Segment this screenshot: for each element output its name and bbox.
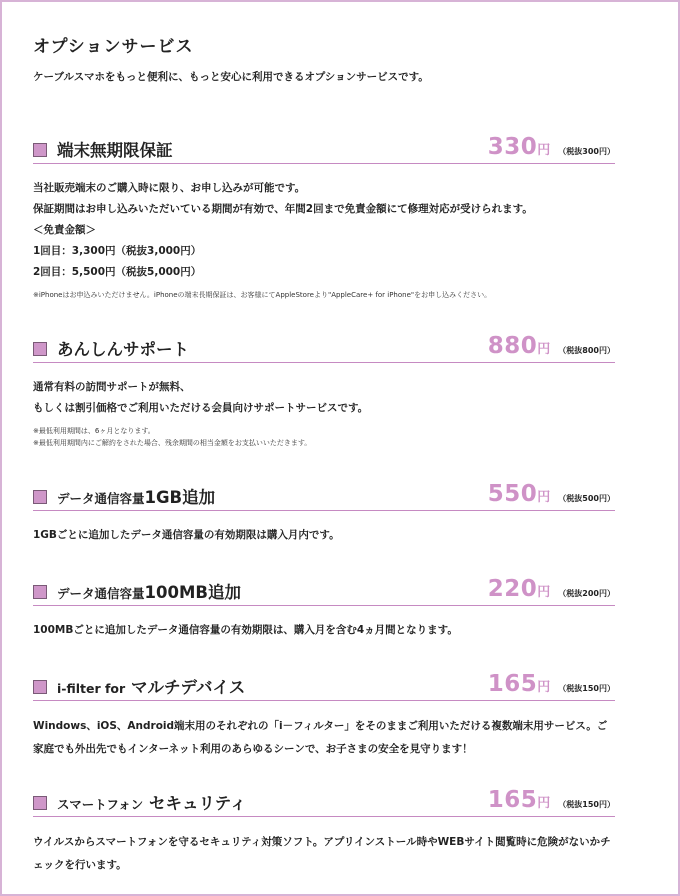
description-line: Windows、iOS、Android端末用のそれぞれの「i－フィルター」をそのままご利用いただける複数端末用サービス。ご家庭でも外出先でもインターネット利用のあらゆるシーンで、お子さまの安全を見守ります！ — [33, 720, 608, 755]
price-amount: 880 — [487, 333, 538, 359]
service-price — [488, 576, 615, 602]
service-header — [33, 787, 615, 817]
square-bullet-icon — [33, 490, 47, 504]
price-amount: 330 — [487, 134, 538, 160]
page-intro: ケーブルスマホをもっと便利に、もっと安心に利用できるオプションサービスです。 — [33, 71, 429, 83]
service-notes — [33, 425, 615, 449]
service-warranty — [33, 134, 615, 301]
service-name: i-filter for マルチデバイス — [57, 678, 246, 697]
service-price — [488, 134, 615, 160]
service-price — [488, 333, 615, 359]
note-line: ※最低利用期間は、6ヶ月となります。 — [33, 427, 155, 435]
price-tax-note: （税抜150円） — [558, 684, 615, 693]
service-price — [488, 787, 615, 813]
service-i-filter — [33, 671, 615, 761]
service-notes — [33, 289, 615, 301]
price-amount: 550 — [487, 481, 538, 507]
service-name: あんしんサポート — [57, 340, 189, 359]
price-tax-note: （税抜800円） — [558, 346, 615, 355]
description-line: ＜免責金額＞ — [33, 224, 96, 236]
service-header — [33, 481, 615, 511]
note-line: ※iPhoneはお申込みいただけません。iPhoneの端末長期保証は、お客様にてAppleStoreより"AppleCare+ for iPhone"をお申し込みください。 — [33, 291, 492, 299]
price-currency: 円 — [537, 342, 551, 357]
service-header — [33, 333, 615, 363]
service-name: スマートフォン セキュリティ — [57, 794, 247, 813]
service-description — [33, 178, 615, 283]
service-description — [33, 831, 615, 877]
price-amount: 220 — [487, 576, 538, 602]
price-currency: 円 — [537, 490, 551, 505]
description-line: もしくは割引価格でご利用いただける会員向けサポートサービスです。 — [33, 402, 369, 414]
page-title: オプションサービス — [33, 37, 194, 57]
square-bullet-icon — [33, 585, 47, 599]
service-description — [33, 620, 615, 641]
price-amount: 165 — [487, 671, 538, 697]
price-currency: 円 — [537, 796, 551, 811]
service-description — [33, 377, 615, 419]
price-currency: 円 — [537, 585, 551, 600]
square-bullet-icon — [33, 342, 47, 356]
service-header — [33, 576, 615, 606]
price-tax-note: （税抜300円） — [558, 147, 615, 156]
service-description — [33, 715, 615, 761]
note-line: ※最低利用期間内にご解約をされた場合、残余期間の相当金額をお支払いいただきます。 — [33, 439, 312, 447]
service-price — [488, 671, 615, 697]
service-description — [33, 525, 615, 546]
square-bullet-icon — [33, 796, 47, 810]
square-bullet-icon — [33, 680, 47, 694]
price-amount: 165 — [487, 787, 538, 813]
service-data-100mb — [33, 576, 615, 641]
service-support — [33, 333, 615, 449]
description-line: ウイルスからスマートフォンを守るセキュリティ対策ソフト。アプリインストール時やWEBサイト閲覧時に危険がないかチェックを行います。 — [33, 836, 611, 871]
description-line: 1GBごとに追加したデータ通信容量の有効期限は購入月内です。 — [33, 529, 340, 541]
service-name: データ通信容量100MB追加 — [57, 583, 241, 602]
service-name: 端末無期限保証 — [57, 141, 173, 160]
price-currency: 円 — [537, 143, 551, 158]
service-security — [33, 787, 615, 877]
description-line: 100MBごとに追加したデータ通信容量の有効期限は、購入月を含む4ヵ月間となります。 — [33, 624, 458, 636]
price-tax-note: （税抜500円） — [558, 494, 615, 503]
service-price — [488, 481, 615, 507]
service-data-1gb — [33, 481, 615, 546]
price-tax-note: （税抜150円） — [558, 800, 615, 809]
price-tax-note: （税抜200円） — [558, 589, 615, 598]
price-currency: 円 — [537, 680, 551, 695]
description-line: 2回目：5,500円（税抜5,000円） — [33, 266, 202, 278]
description-line: 1回目：3,300円（税抜3,000円） — [33, 245, 202, 257]
square-bullet-icon — [33, 143, 47, 157]
description-line: 当社販売端末のご購入時に限り、お申し込みが可能です。 — [33, 182, 306, 194]
service-header — [33, 671, 615, 701]
service-name: データ通信容量1GB追加 — [57, 488, 216, 507]
description-line: 保証期間はお申し込みいただいている期間が有効で、年間2回まで免責金額にて修理対応が受けられます。 — [33, 203, 533, 215]
description-line: 通常有料の訪問サポートが無料、 — [33, 381, 191, 393]
service-header — [33, 134, 615, 164]
